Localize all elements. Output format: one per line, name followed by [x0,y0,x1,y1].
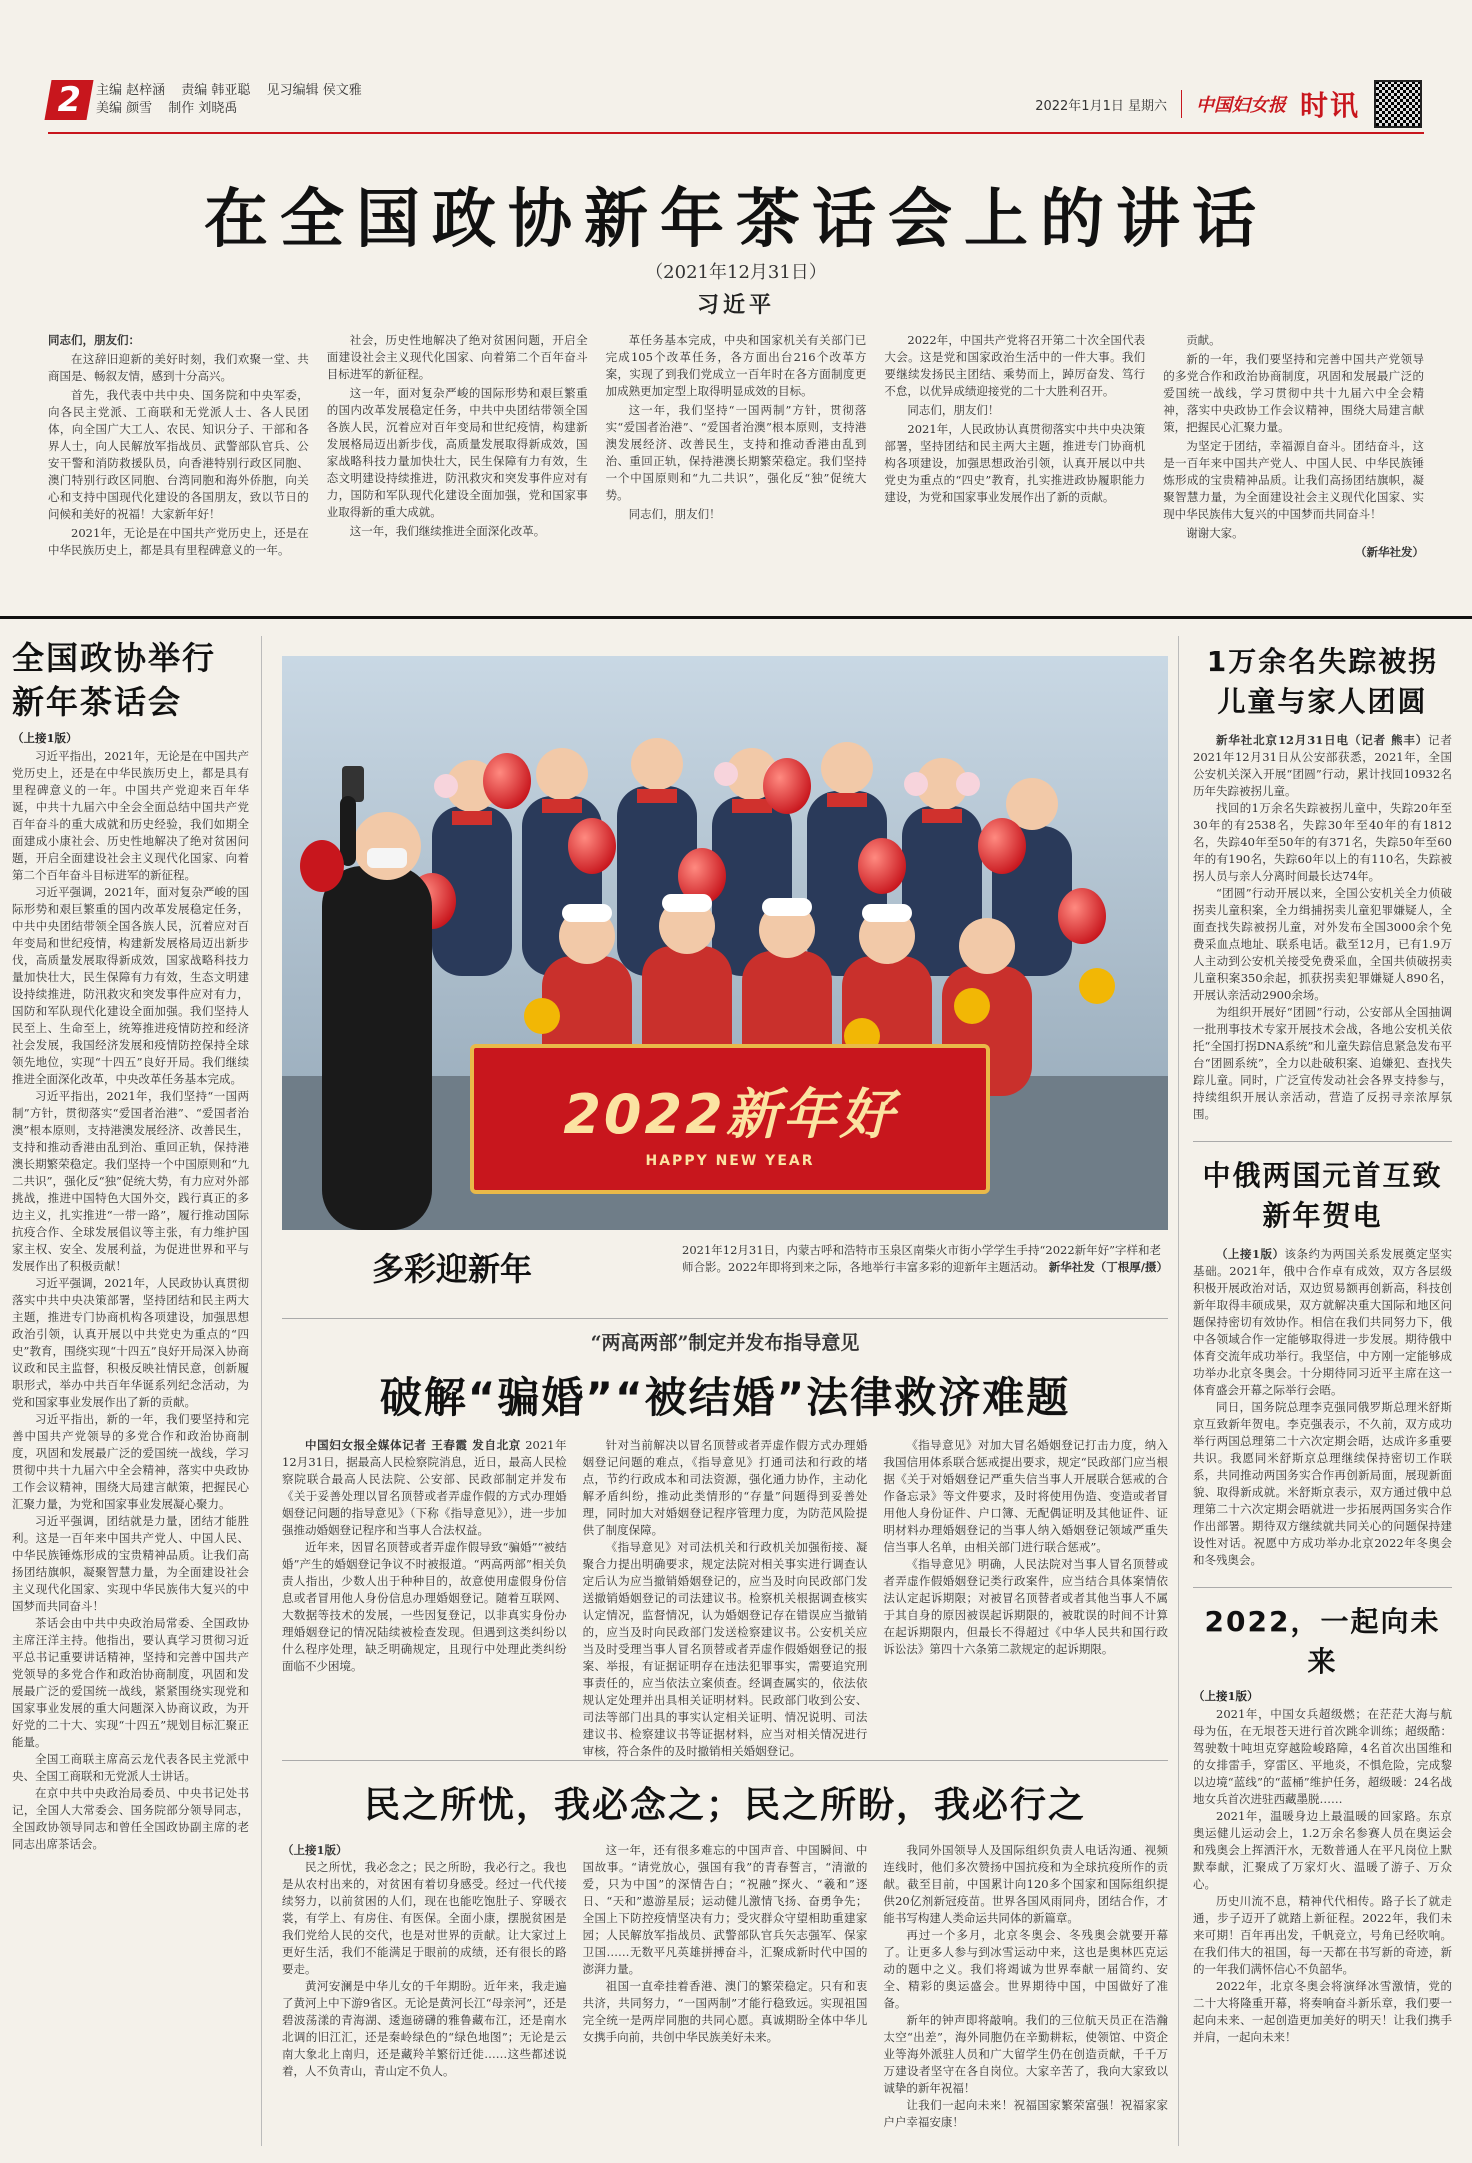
left-article-paragraph: 习近平强调，2021年，面对复杂严峻的国际形势和艰巨繁重的国内改革发展稳定任务，中共中央团结带领全国各族人民，沉着应对百年变局和世纪疫情，构建新发展格局迈出新步伐，高质量发展取得新成效，国家战略科技力量加快壮大，民生保障有力有效，生态文明建设持续推进，防汛救灾和突发事件应对有力，国防和军队现代化建设全面加强。我们坚持人民至上、生命至上，统筹推进疫情防控和经济社会发展，我国经济发展和疫情防控保持全球领先地位，实现“十四五”良好开局。我们继续推进全面深化改革，中央改革任务基本完成。 [12,885,249,1086]
section-divider [0,616,1472,619]
people-article-column [583,1842,868,2122]
speech-column-4 [884,332,1145,592]
credit-production: 制作 刘晓禹 [168,101,238,116]
speech-paragraph: 2021年，无论是在中国共产党历史上，还是在中华民族历史上，都是具有里程碑意义的一年。 [48,526,309,557]
fraud-article-columns [282,1437,1169,1758]
left-article-paragraph: 在京中共中央政治局委员、中央书记处书记，全国人大常委会、国务院部分领导同志，全国政协领导同志和曾任全国政协副主席的老同志出席茶话会。 [12,1786,249,1851]
right-article-source: 新华社北京12月31日电（记者 熊丰） [1216,733,1429,747]
right-article-sino-russia [1193,1156,1452,1569]
speech-column-1 [48,332,309,592]
fraud-article-paragraph: 2021年12月31日，据最高人民检察院消息，近日，最高人民检察院联合最高人民法院、公安部、民政部制定并发布《关于妥善处理以冒名顶替或者弄虚作假的方式办理婚姻登记问题的指导意见》（下称《指导意见》），进一步加强推动婚姻登记程序和当事人合法权益。 [282,1438,567,1537]
credit-trainee-editor: 见习编辑 侯文雅 [266,83,362,98]
fraud-article-paragraph: 《指导意见》对加大冒名婚姻登记打击力度，纳入我国信用体系联合惩戒提出要求，规定“民政部门应当根据《关于对婚姻登记严重失信当事人开展联合惩戒的合作备忘录》等文件要求，及时将使用伪造、变造或者冒用他人身份证件、户口簿、无配偶证明及其他证件、证明材料办理婚姻登记的当事人纳入婚姻登记领域严重失信当事人名单，由相关部门进行联合惩戒”。 [883,1438,1169,1554]
editor-credits [96,82,374,118]
right-article-future [1193,1602,1452,2046]
people-article-source: （上接1版） [282,1843,348,1857]
credit-art-editor: 美编 颜雪 [96,101,153,116]
left-article-paragraph: 习近平指出，新的一年，我们要坚持和完善中国共产党领导的多党合作和政治协商制度，巩固和发展最广泛的爱国统一战线，学习贯彻中共十九届六中全会精神，落实中央政协工作会议精神，围绕大局建言献策，把握民心汇聚力量，为党和国家事业发展凝心聚力。 [12,1412,249,1511]
right-article-title: 1万余名失踪被拐儿童与家人团圆 [1206,645,1439,718]
left-article-body [12,748,249,1853]
left-article-paragraph: 茶话会由中共中央政治局常委、全国政协主席汪洋主持。他指出，要认真学习贯彻习近平总书记重要讲话精神，坚持和完善中国共产党领导的多党合作和政治协商制度，巩固和发展最广泛的爱国统一战线，紧紧围绕实现党和国家事业发展的重大问题深入协商议政，为开好党的二十大、实现“十四五”规划目标汇聚正能量。 [12,1616,249,1749]
marriage-fraud-article [282,1318,1169,1758]
fraud-article-paragraph: 针对当前解决以冒名顶替或者弄虚作假方式办理婚姻登记问题的难点，《指导意见》打通司法和行政的堵点，节约行政成本和司法资源，强化通力协作，主动化解矛盾纠纷，推动此类情形的“存量”问题得到妥善处理，同时加大对婚姻登记程序管理力度，为防范风险提供了制度保障。 [582,1438,868,1537]
people-article-paragraph: 黄河安澜是中华儿女的千年期盼。近年来，我走遍了黄河上中下游9省区。无论是黄河长江“母亲河”，还是碧波荡漾的青海湖、逶迤磅礴的雅鲁藏布江，还是南水北调的旧江汇，还是秦岭绿色的“绿色地图”；无论是云南大象北上南归，还是藏羚羊繁衍迁徙……这些都述说着，人不负青山，青山定不负人。 [282,1979,567,2078]
paper-name-logo: 中国妇女报 [1195,95,1286,116]
speech-signature: （新华社发） [1354,545,1424,559]
news-photo [282,656,1168,1230]
masthead-right [1035,84,1422,124]
left-article-paragraph: 全国工商联主席高云龙代表各民主党派中央、全国工商联和无党派人士讲话。 [12,1752,249,1783]
left-article-title: 全国政协举行新年茶话会 [12,639,217,721]
speech-paragraph: 为坚定于团结，幸福源自奋斗。团结奋斗，这是一百年来中国共产党人、中国人民、中华民族锤炼形成的宝贵精神品质。让我们高扬团结旗帜，凝聚智慧力量，为全面建设社会主义现代化国家、实现中华民族伟大复兴的中国梦而共同奋斗！ [1163,439,1424,521]
speech-body [48,332,1424,592]
people-article-paragraph: 我同外国领导人及国际组织负责人电话沟通、视频连线时，他们多次赞扬中国抗疫和为全球抗疫所作的贡献。截至目前，中国累计向120多个国家和国际组织提供20亿剂新冠疫苗。世界各国风雨同舟，团结合作，才能书写构建人类命运共同体的新篇章。 [883,1843,1169,1925]
left-article-source: （上接1版） [12,731,78,745]
people-article [282,1760,1168,2146]
people-article-paragraph: 这一年，还有很多难忘的中国声音、中国瞬间、中国故事。“请党放心，强国有我”的青春誓言，“清澈的爱，只为中国”的深情告白；“祝融”探火、“羲和”逐日、“天和”遨游星辰；运动健儿激情飞扬、奋勇争先；全国上下防控疫情坚决有力；受灾群众守望相助重建家园；人民解放军指战员、武警部队官兵矢志强军、保家卫国……无数平凡英雄拼搏奋斗，汇聚成新时代中国的澎湃力量。 [582,1843,868,1976]
right-article-title: 2022，一起向未来 [1204,1605,1441,1678]
main-headline: 在全国政协新年茶话会上的讲话 [204,183,1268,257]
right-article-missing-children [1193,642,1452,1123]
speech-paragraph: 革任务基本完成，中央和国家机关有关部门已完成105个改革任务，各方面出台216个改革方案，实现了到我们党成立一百年时在各方面制度更加成熟更加定型上取得明显成效的目标。 [605,333,867,398]
right-article-source: （上接1版） [1216,1247,1285,1261]
right-article-paragraph: 该条约为两国关系发展奠定坚实基础。2021年，俄中合作卓有成效，双方各层级积极开展政治对话，双边贸易额再创新高，科技创新年取得丰硕成果，双方就解决重大国际和地区问题保持密切有效协作。相信在我们共同努力下，俄中各领域合作一定能够取得进一步发展。期待俄中体育交流年成功举行。我坚信，中方刚一定能够成功举办北京冬奥会。十分期待同习近平主席在这一体育盛会开幕之际举行会晤。 [1193,1247,1452,1397]
right-divider [1193,1587,1452,1588]
people-article-paragraph: 新年的钟声即将敲响。我们的三位航天员正在浩瀚太空“出差”，海外同胞仍在辛勤耕耘，使领馆、中资企业等海外派驻人员和广大留学生仍在创造贡献，千千万万建设者坚守在各自岗位。大家辛苦了，我向大家致以诚挚的新年祝福！ [883,2013,1169,2095]
right-article-paragraph: 同日，国务院总理李克强同俄罗斯总理米舒斯京互致新年贺电。李克强表示，不久前，双方成功举行两国总理第二十六次定期会晤，达成许多重要共识。我愿同米舒斯京总理继续保持密切工作联系，共同推动两国务实合作再创新局面，展现新面貌、取得新成就。米舒斯京表示，双方通过俄中总理第二十六次定期会晤就进一步拓展两国务实合作作出部署。期待双方继续就共同关心的问题保持建设性对话。祝愿中方成功举办北京2022年冬奥会和冬残奥会。 [1193,1400,1452,1567]
people-article-column [282,1842,567,2122]
speech-paragraph: 这一年，我们继续推进全面深化改革。 [349,524,546,538]
photo-caption-text [682,1242,1168,1276]
fraud-article-paragraph: 近年来，因冒名顶替或者弄虚作假导致“骗婚”“被结婚”产生的婚姻登记争议不时被报道。“两高两部”相关负责人指出，少数人出于种种目的，故意使用虚假身份信息或者冒用他人身份信息办理婚姻登记。随着互联网、大数据等技术的发展，一些因复登记，以非真实身份办理婚姻登记的情况陆续被检查发现。但遇到这类纠纷以什么程序处理，缺乏明确规定，且现行中处理此类纠纷面临不少困境。 [282,1540,567,1673]
speech-paragraph: 同志们，朋友们！ [628,507,721,521]
right-article-paragraph: 找回的1万余名失踪被拐儿童中，失踪20年至30年的有2538名，失踪30年至40年的有1812名，失踪40年至50年的有371名，失踪50年至60年的有190名，失踪60年以上的有110名，失踪被拐人员与亲人分离时间最长达74年。 [1193,801,1452,883]
speech-paragraph: 新的一年，我们要坚持和完善中国共产党领导的多党合作和政治协商制度，巩固和发展最广泛的爱国统一战线，学习贯彻中共十九届六中全会精神，落实中央政协工作会议精神，围绕大局建言献策，把握民心汇聚力量。 [1163,352,1424,434]
speech-column-3 [606,332,867,592]
photo-caption [282,1238,1168,1302]
right-article-paragraph: 为组织开展好“团圆”行动，公安部从全国抽调一批刑事技术专家开展技术会战，各地公安机关依托“全国打拐DNA系统”和儿童失踪信息紧急发布平台“团圆系统”，全力以赴破积案、追嫌犯、查找失踪儿童。同时，广泛宣传发动社会各界支持参与，持续组织开展认亲活动，营造了反拐寻亲浓厚氛围。 [1193,1005,1452,1121]
right-article-paragraph: 2022年，北京冬奥会将演绎冰雪激情，党的二十大将隆重开幕，将奏响奋斗新乐章，我们要一起向未来、一起创造更加美好的明天！让我们携手并肩，一起向未来！ [1193,1979,1452,2044]
left-article-paragraph: 习近平指出，2021年，我们坚持“一国两制”方针，贯彻落实“爱国者治港”、“爱国者治澳”根本原则，支持港澳发展经济、改善民生，支持和推动香港由乱到治、重回正轨，保持港澳长期繁荣稳定。我们坚持一个中国原则和“九二共识”，强化反“独”促统大势，有力应对外部挑战，推进中国特色大国外交，践行真正的多边主义，扎实推进“一带一路”，履行推动国际抗疫合作、全球发展倡议等主张，有力维护国家主权、安全、发展利益，为促进世界和平与发展作出了积极贡献！ [12,1089,249,1273]
people-article-title: 民之所忧，我必念之；民之所盼，我必行之 [363,1785,1086,1826]
right-article-paragraph: 历史川流不息，精神代代相传。路子长了就走通，步子迈开了就踏上新征程。2022年，我们未来可期！百年再出发，千帆竞立，号角已经吹响。在我们伟大的祖国，每一天都在书写新的奇迹，新的一年我们满怀信心不负韶华。 [1193,1894,1452,1976]
photo-banner-text: 2022新年好 [563,1083,897,1146]
fraud-article-source: 中国妇女报全媒体记者 王春霞 发自北京 [305,1438,521,1452]
qr-code-icon [1374,80,1422,128]
right-article-title: 中俄两国元首互致新年贺电 [1202,1159,1443,1232]
masthead [0,70,1472,130]
photo-caption-body: 2021年12月31日，内蒙古呼和浩特市玉泉区南柴火市街小学学生手持“2022新年好”字样和老师合影。2022年即将到来之际，各地举行丰富多彩的迎新年主题活动。 [682,1243,1162,1274]
speech-paragraph: 这一年，面对复杂严峻的国际形势和艰巨繁重的国内改革发展稳定任务，中共中央团结带领全国各族人民，沉着应对百年变局和世纪疫情，构建新发展格局迈出新步伐，高质量发展取得新成效，国家战略科技力量加快壮大，民生保障有力有效，生态文明建设持续推进，防汛救灾和突发事件应对有力，国防和军队现代化建设全面加强，党和国家事业取得新的重大成就。 [326,386,588,519]
people-article-columns [282,1842,1169,2129]
right-article-paragraph: “团圆”行动开展以来，全国公安机关全力侦破拐卖儿童积案，全力缉捕拐卖儿童犯罪嫌疑人，全面查找失踪被拐儿童，对外发布全国3000余个免费采血点地址、联系电话。截至12月，已有1.9万人主动到公安机关接受免费采血，全国共侦破拐卖儿童积案350余起，抓获拐卖犯罪嫌疑人890名，开展认亲活动2900余场。 [1193,886,1452,1002]
left-article [0,636,262,2146]
fraud-article-subtitle: “两高两部”制定并发布指导意见 [590,1332,860,1354]
main-author: 习近平 [696,292,775,318]
left-article-paragraph: 习近平指出，2021年，无论是在中国共产党历史上，还是在中华民族历史上，都是具有里程碑意义的一年。中国共产党迎来百年华诞，中共十九届六中全会全面总结中国共产党百年奋斗的重大成就和历史经验，我们如期全面建成小康社会、历史性地解决了绝对贫困问题，开启全面建设社会主义现代化国家、向着第二个百年奋斗目标进军的新征程。 [12,749,249,882]
right-article-paragraph: 2021年，中国女兵超级燃；在茫茫大海与航母为伍，在无垠苍天进行首次跳伞训练；超级酷：驾驶数十吨坦克穿越险峻路障，4名首次出国维和的女排雷手，穿雷区、平地炎，不惧危险，完成黎以边境“蓝线”的“蓝桶”维护任务，超级暖：24名战地女兵首次进驻西藏墨脱…… [1193,1707,1452,1806]
issue-date: 2022年1月1日 星期六 [1035,98,1167,114]
speech-column-2 [327,332,588,592]
right-article-source: （上接1版） [1193,1689,1259,1703]
right-column [1178,636,1460,2146]
photo-children-new-year [282,656,1168,1230]
right-article-body [1193,732,1452,1123]
speech-paragraph: 贡献。 [1186,333,1221,347]
photo-caption-credit: 新华社发（丁根厚/摄） [1048,1260,1168,1274]
people-article-paragraph: 祖国一直牵挂着香港、澳门的繁荣稳定。只有和衷共济，共同努力，“一国两制”才能行稳致远。实现祖国完全统一是两岸同胞的共同心愿。真诚期盼全体中华儿女携手向前，共创中华民族美好未来。 [582,1979,868,2044]
photo-banner [470,1044,990,1194]
page-number: 2 [44,80,93,120]
masthead-divider [1181,90,1182,118]
photo-caption-title: 多彩迎新年 [372,1250,533,1288]
credits-line-2 [96,100,374,118]
main-date: （2021年12月31日） [645,262,827,283]
right-article-body [1193,1246,1452,1569]
right-article-paragraph: 记者2021年12月31日从公安部获悉，2021年，全国公安机关深入开展“团圆”行动，累计找回10932名历年失踪被拐儿童。 [1193,733,1452,798]
people-article-paragraph: 让我们一起向未来！祝福国家繁荣富强！祝福家家户户幸福安康！ [883,2098,1169,2129]
speech-paragraph: 谢谢大家。 [1186,526,1244,540]
credit-editor: 责编 韩亚聪 [181,83,251,98]
speech-paragraph: 同志们，朋友们： [48,333,140,347]
people-article-paragraph: 再过一个多月，北京冬奥会、冬残奥会就要开幕了。让更多人参与到冰雪运动中来，这也是奥林匹克运动的题中之义。我们将竭诚为世界奉献一届简约、安全、精彩的奥运盛会。世界期待中国，中国做好了准备。 [883,1928,1169,2010]
masthead-rule [48,132,1424,134]
right-article-body [1193,1706,1452,2046]
speech-paragraph: 2021年，人民政协认真贯彻落实中共中央决策部署，坚持团结和民主两大主题，推进专门协商机构各项建设，加强思想政治引领，认真开展以中共党史为重点的“四史”教育，扎实推进政协履职能力建设，为党和国家事业发展作出了新的贡献。 [884,422,1146,504]
fraud-article-column [883,1437,1168,1737]
speech-paragraph: 同志们，朋友们！ [907,403,1000,417]
section-name: 时讯 [1299,89,1360,122]
right-divider [1193,1141,1452,1142]
right-article-paragraph: 2021年，温暖身边上最温暖的回家路。东京奥运健儿运动会上，1.2万余名参赛人员在奥运会和残奥会上挥洒汗水，无数普通人在平凡岗位上默默奉献，汇聚成了万家灯火、温暖了游子、万众心。 [1193,1809,1452,1891]
speech-paragraph: 在这辞旧迎新的美好时刻，我们欢聚一堂、共商国是、畅叙友情，感到十分高兴。 [48,352,309,383]
people-article-column [883,1842,1169,2129]
fraud-article-paragraph: 《指导意见》对司法机关和行政机关加强衔接、凝聚合力提出明确要求，规定法院对相关事实进行调查认定后认为应当撤销婚姻登记的，应当及时向民政部门发送撤销婚姻登记的司法建议书。检察机关根据调查核实认定情况，监督情况，认为婚姻登记存在错误应当撤销的，应当及时向民政部门发送检察建议书。公安机关应当及时受理当事人冒名顶替或者弄虚作假婚姻登记的报案、举报，有证据证明存在违法犯罪事实，需要追究刑事责任的，应当依法立案侦查。经调查属实的，依法依规认定处理并出具相关证明材料。民政部门收到公安、司法等部门出具的事实认定相关证明、情况说明、司法建议书、检察建议书等证据材料，应当对相关情况进行审核，符合条件的及时撤销相关婚姻登记。 [582,1540,868,1758]
left-article-paragraph: 习近平强调，2021年，人民政协认真贯彻落实中共中央决策部署，坚持团结和民主两大主题，推进专门协商机构各项建设，加强思想政治引领，认真开展以中共党史为重点的“四史”教育，围绕实现“十四五”良好开局深入协商议政和民主监督，积极反映社情民意，创新履职形式，举办中共百年华诞系列纪念活动，为党和国家事业发展作出了新的贡献。 [12,1276,249,1409]
people-article-paragraph: 民之所忧，我必念之；民之所盼，我必行之。我也是从农村出来的，对贫困有着切身感受。经过一代代接续努力，以前贫困的人们，现在也能吃饱肚子、穿暖衣裳，有学上、有房住、有医保。全面小康，摆脱贫困是我们党给人民的交代，也是对世界的贡献。让大家过上更好生活，我们不能满足于眼前的成绩，还有很长的路要走。 [282,1860,567,1976]
speech-paragraph: 首先，我代表中共中央、国务院和中央军委，向各民主党派、工商联和无党派人士、各人民团体，向全国广大工人、农民、知识分子、干部和各界人士，向人民解放军指战员、武警部队官兵、公安干警和消防救援队员，向香港特别行政区同胞、澳门特别行政区同胞、台湾同胞和海外侨胞，向关心和支持中国现代化建设的各国朋友，致以节日的问候和美好的祝福！大家新年好！ [48,388,309,521]
credit-editor-in-chief: 主编 赵梓涵 [96,83,166,98]
fraud-article-paragraph: 《指导意见》明确，人民法院对当事人冒名顶替或者弄虚作假婚姻登记类行政案件，应当结合具体案情依法认定起诉期限；对被冒名顶替者或者其他当事人不属于其自身的原因被误起诉期限的，被耽误的时间不计算在起诉期限内，但最长不得超过《中华人民共和国行政诉讼法》第四十六条第二款规定的起诉期限。 [883,1557,1169,1656]
photo-banner-sub: HAPPY NEW YEAR [645,1153,815,1169]
speech-paragraph: 2022年，中国共产党将召开第二十次全国代表大会。这是党和国家政治生活中的一件大事。我们要继续发扬民主团结、乘势而上，踔厉奋发、笃行不怠，以优异成绩迎接党的二十大胜利召开。 [884,333,1146,398]
credits-line-1 [96,82,374,100]
left-article-paragraph: 习近平强调，团结就是力量，团结才能胜利。这是一百年来中国共产党人、中国人民、中华民族锤炼形成的宝贵精神品质。让我们高扬团结旗帜，凝聚智慧力量，为全面建设社会主义现代化国家、实现中华民族伟大复兴的中国梦而共同奋斗！ [12,1514,249,1613]
fraud-article-column [282,1437,567,1737]
speech-paragraph: 社会，历史性地解决了绝对贫困问题，开启全面建设社会主义现代化国家、向着第二个百年奋斗目标进军的新征程。 [326,333,588,381]
speech-paragraph: 这一年，我们坚持“一国两制”方针，贯彻落实“爱国者治港”、“爱国者治澳”根本原则，支持港澳发展经济、改善民生，支持和推动香港由乱到治、重回正轨，保持港澳长期繁荣稳定。我们坚持一个中国原则和“九二共识”，强化反“独”促统大势。 [605,403,867,502]
fraud-article-column [582,1437,868,1758]
fraud-article-title: 破解“骗婚”“被结婚”法律救济难题 [379,1373,1071,1422]
speech-column-5 [1163,332,1424,592]
